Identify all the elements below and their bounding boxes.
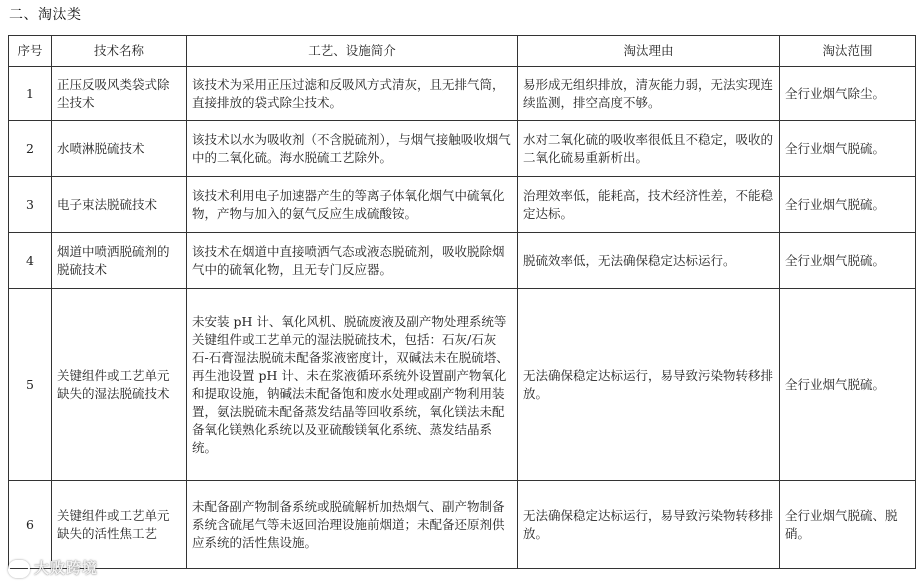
header-scope: 淘汰范围 <box>780 36 916 67</box>
table-row <box>9 233 916 289</box>
row-tech-name: 烟道中喷洒脱硫剂的脱硫技术 <box>52 233 187 289</box>
header-reason: 淘汰理由 <box>518 36 780 67</box>
row-reason: 易形成无组织排放，清灰能力弱，无法实现连续监测，排空高度不够。 <box>518 67 780 121</box>
watermark-text: 大败跨境 <box>34 559 99 577</box>
table-row <box>9 121 916 177</box>
row-no: 6 <box>9 481 52 569</box>
row-process-desc: 未配备副产物制备系统或脱硫解析加热烟气、副产物制备系统含硫尾气等未返回治理设施前烟道；未配备还原剂供应系统的活性焦设施。 <box>187 481 518 569</box>
row-tech-name: 关键组件或工艺单元缺失的活性焦工艺 <box>52 481 187 569</box>
row-tech-name: 正压反吸风类袋式除尘技术 <box>52 67 187 121</box>
watermark-logo <box>8 557 98 578</box>
row-no: 2 <box>9 121 52 177</box>
row-no: 5 <box>9 289 52 481</box>
section-title: 二、淘汰类 <box>9 7 82 23</box>
row-reason: 无法确保稳定达标运行，易导致污染物转移排放。 <box>518 481 780 569</box>
row-reason: 治理效率低，能耗高，技术经济性差，不能稳定达标。 <box>518 177 780 233</box>
header-no: 序号 <box>9 36 52 67</box>
table-row <box>9 289 916 481</box>
table-row <box>9 177 916 233</box>
row-scope: 全行业烟气除尘。 <box>780 67 916 121</box>
table-row <box>9 481 916 569</box>
row-reason: 脱硫效率低，无法确保稳定达标运行。 <box>518 233 780 289</box>
header-tech-name: 技术名称 <box>52 36 187 67</box>
row-reason: 无法确保稳定达标运行，易导致污染物转移排放。 <box>518 289 780 481</box>
row-process-desc: 未安装 pH 计、氧化风机、脱硫废液及副产物处理系统等关键组件或工艺单元的湿法脱硫技术，包括：石灰/石灰石-石膏湿法脱硫未配备浆液密度计，双碱法未在脱硫塔、再生池设置 pH 计、未在浆液循环系统外设置副产物氧化和提取设施，钠碱法未配备饱和废水处理或副产物利用装置，氨法脱硫未配备蒸发结晶等回收系统，氧化镁法未配备氧化镁熟化系统以及亚硫酸镁氧化系统、蒸发结晶系统。 <box>187 289 518 481</box>
elimination-table <box>8 35 916 569</box>
row-process-desc: 该技术利用电子加速器产生的等离子体氧化烟气中硫氧化物，产物与加入的氨气反应生成硫酸铵。 <box>187 177 518 233</box>
row-no: 4 <box>9 233 52 289</box>
row-tech-name: 电子束法脱硫技术 <box>52 177 187 233</box>
row-process-desc: 该技术在烟道中直接喷洒气态或液态脱硫剂，吸收脱除烟气中的硫氧化物，且无专门反应器。 <box>187 233 518 289</box>
row-scope: 全行业烟气脱硫。 <box>780 289 916 481</box>
table-row <box>9 67 916 121</box>
row-reason: 水对二氧化硫的吸收率很低且不稳定，吸收的二氧化硫易重新析出。 <box>518 121 780 177</box>
row-scope: 全行业烟气脱硫。 <box>780 121 916 177</box>
row-no: 1 <box>9 67 52 121</box>
row-process-desc: 该技术为采用正压过滤和反吸风方式清灰，且无排气筒，直接排放的袋式除尘技术。 <box>187 67 518 121</box>
row-scope: 全行业烟气脱硫、脱硝。 <box>780 481 916 569</box>
row-tech-name: 关键组件或工艺单元缺失的湿法脱硫技术 <box>52 289 187 481</box>
row-scope: 全行业烟气脱硫。 <box>780 177 916 233</box>
row-no: 3 <box>9 177 52 233</box>
row-tech-name: 水喷淋脱硫技术 <box>52 121 187 177</box>
chat-bubble-icon <box>8 560 30 578</box>
table-header-row <box>9 36 916 67</box>
row-process-desc: 该技术以水为吸收剂（不含脱硫剂），与烟气接触吸收烟气中的二氧化硫。海水脱硫工艺除外。 <box>187 121 518 177</box>
row-scope: 全行业烟气脱硫。 <box>780 233 916 289</box>
header-process-desc: 工艺、设施简介 <box>187 36 518 67</box>
